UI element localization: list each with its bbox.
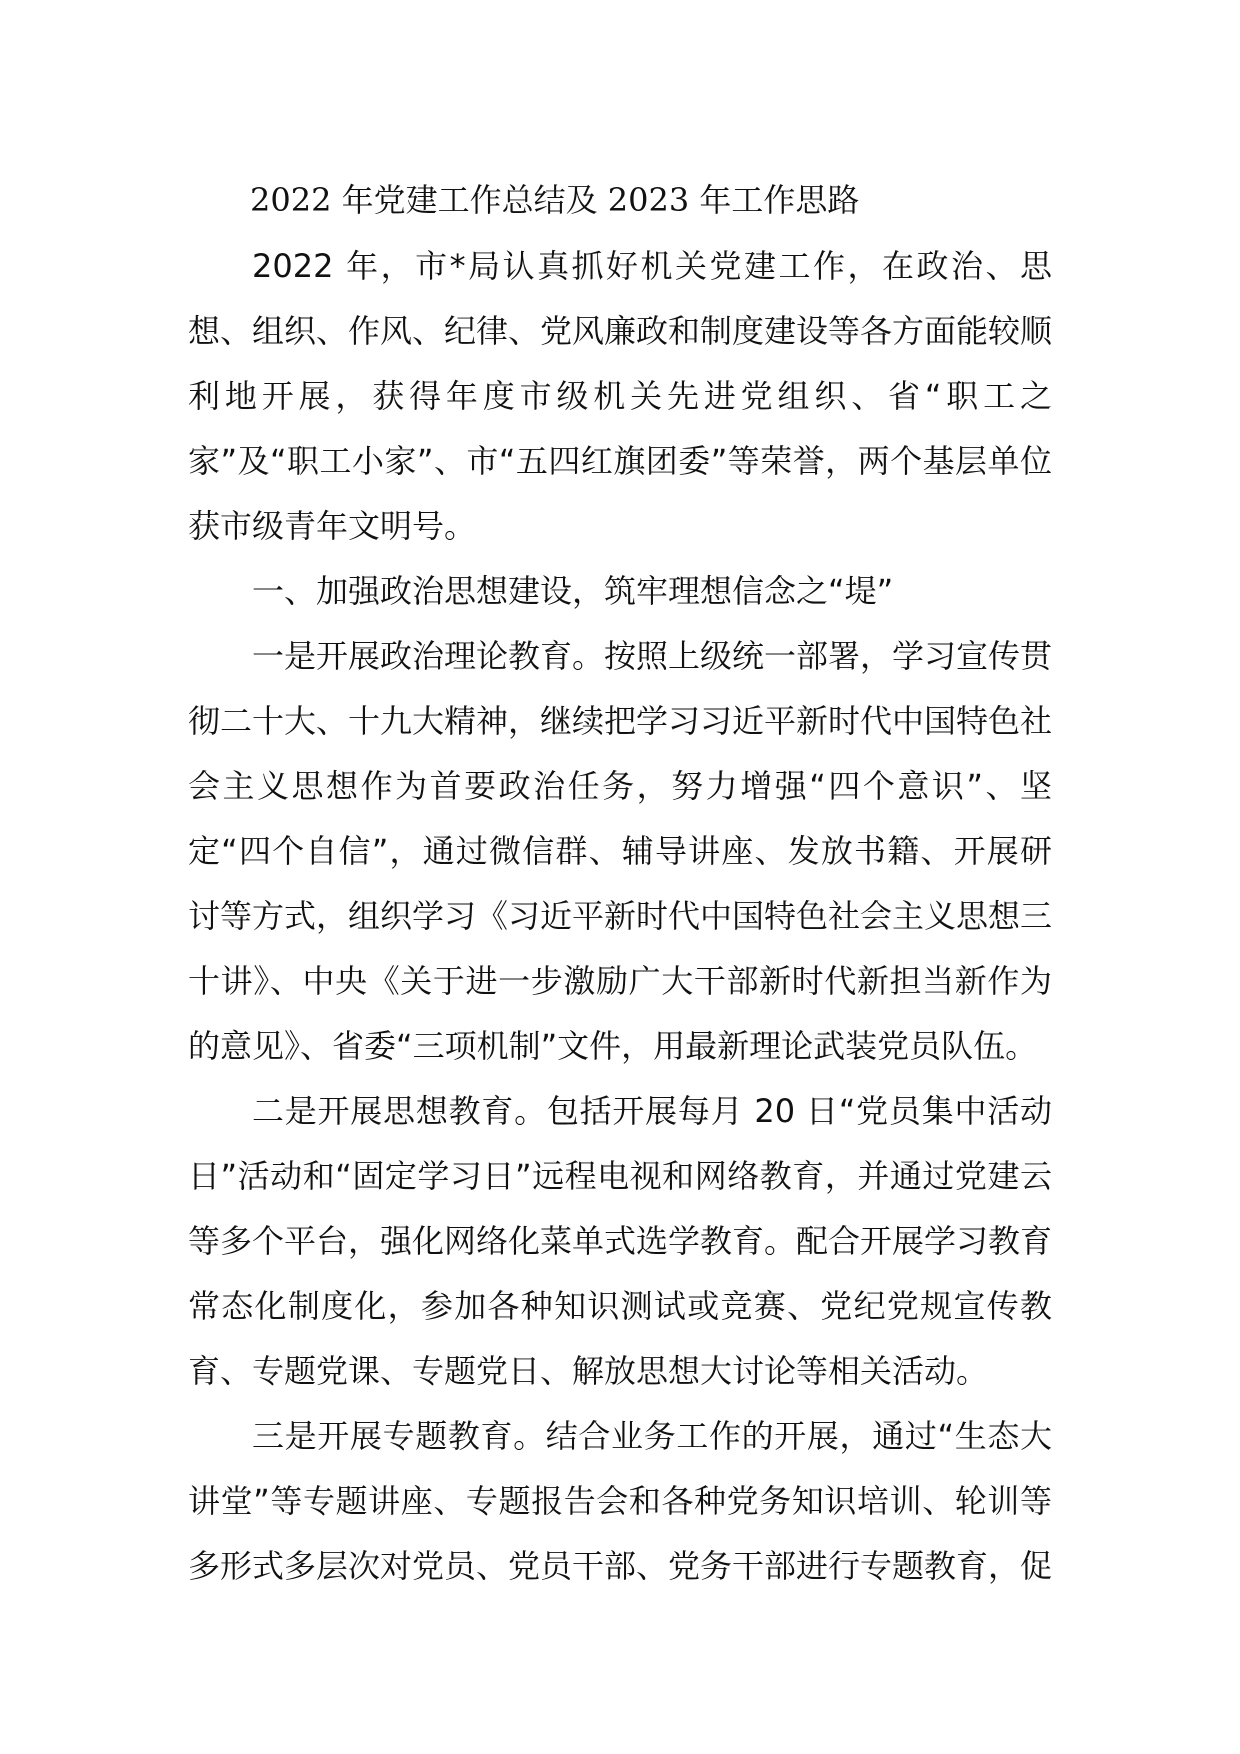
paragraph-intro: 2022 年，市*局认真抓好机关党建工作，在政治、思想、组织、作风、纪律、党风廉政和制度建设等各方面能较顺利地开展，获得年度市级机关先进党组织、省“职工之家”及“职工小家”、市“五四红旗团委”等荣誉，两个基层单位获市级青年文明号。 [188, 247, 1053, 545]
document-body [188, 234, 1052, 1599]
paragraph-political-theory: 一是开展政治理论教育。按照上级统一部署，学习宣传贯彻二十大、十九大精神，继续把学习习近平新时代中国特色社会主义思想作为首要政治任务，努力增强“四个意识”、坚定“四个自信”，通过微信群、辅导讲座、发放书籍、开展研讨等方式，组织学习《习近平新时代中国特色社会主义思想三十讲》、中央《关于进一步激励广大干部新时代新担当新作为的意见》、省委“三项机制”文件，用最新理论武装党员队伍。 [188, 637, 1053, 1065]
paragraph-ideological-education: 二是开展思想教育。包括开展每月 20 日“党员集中活动日”活动和“固定学习日”远程电视和网络教育，并通过党建云等多个平台，强化网络化菜单式选学教育。配合开展学习教育常态化制度化，参加各种知识测试或竞赛、党纪党规宣传教育、专题党课、专题党日、解放思想大讨论等相关活动。 [188, 1092, 1053, 1390]
paragraph-special-education: 三是开展专题教育。结合业务工作的开展，通过“生态大讲堂”等专题讲座、专题报告会和各种党务知识培训、轮训等多形式多层次对党员、党员干部、党务干部进行专题教育，促 [188, 1417, 1053, 1585]
section-heading-1: 一、加强政治思想建设，筑牢理想信念之“堤” [252, 572, 894, 610]
document-title: 2022 年党建工作总结及 2023 年工作思路 [250, 181, 860, 219]
